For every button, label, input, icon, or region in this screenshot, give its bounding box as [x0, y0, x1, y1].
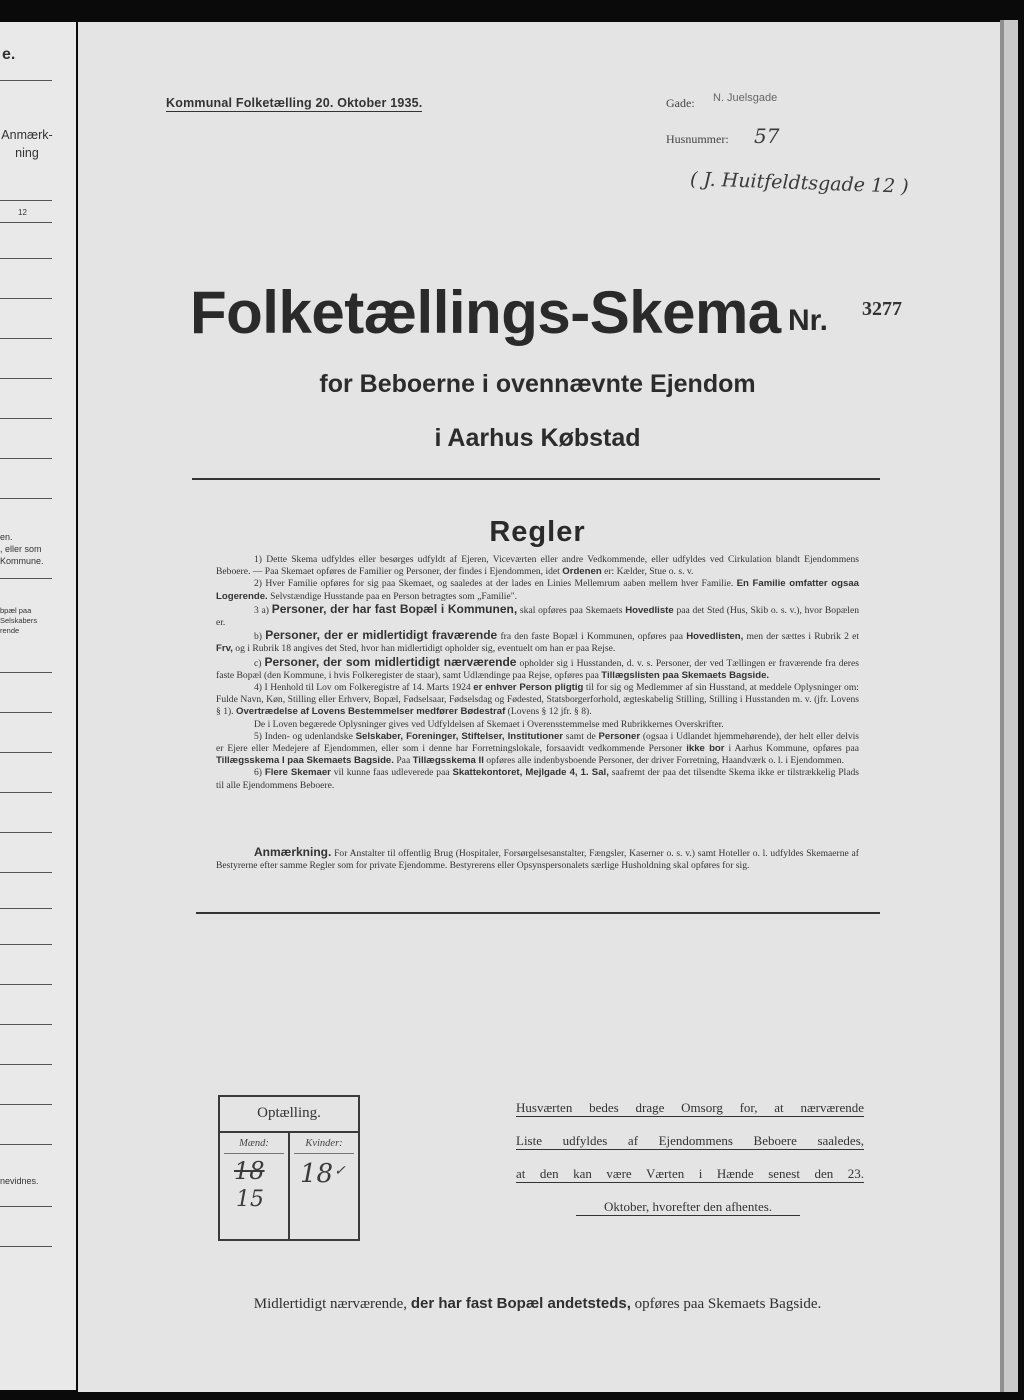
divider [0, 984, 52, 985]
rule-1: 1) Dette Skema udfyldes eller besørges udfyldt af Ejeren, Viceværten eller andre Vedkommende, eller udfyldes ved Cirkulation blandt Ejendommens Beboere. — Paa Skemaet opføres de Familier og Personer, der findes i Ejendommen, idet Ordenen er: Kælder, Stue o. s. v. [216, 554, 859, 578]
left-page-strip [0, 22, 76, 1390]
divider [294, 1153, 354, 1154]
rule-2: 2) Hver Familie opføres for sig paa Skemaet, og saaledes at der lades en Linies Mellemrum aaben mellem hver Familie. En Familie omfatter ogsaa Logerende. Selvstændige Husstande paa en Person betragtes som „Familie". [216, 578, 860, 602]
husnummer-label: Husnummer: [666, 132, 729, 146]
left-note-b-3: rende [0, 626, 20, 635]
host-notice-line-1: Husværten bedes drage Omsorg for, at nærværende [516, 1100, 864, 1115]
divider [0, 418, 52, 419]
divider [0, 752, 52, 753]
rule-5: 5) Inden- og udenlandske Selskaber, Foreninger, Stiftelser, Institutioner samt de Personer (ogsaa i Udlandet hjemmehørende), der helt eller delvis er Ejere eller Medejere af Ejendommen, eller som i denne har Forretningslokale, forsaavidt vedkommende Personer ikke bor i Aarhus Kommune, opføres paa Tillægsskema I paa Skemaets Bagside. Paa Tillægsskema II opføres alle indenbysboende Personer, der driver Forretning, Haandværk o. l. i Ejendommen. [216, 730, 860, 767]
divider [0, 80, 52, 81]
host-notice-line-4: Oktober, hvorefter den afhentes. [576, 1199, 800, 1216]
divider [0, 458, 52, 459]
count-box [218, 1095, 360, 1241]
maend-crossed-value: 18 [234, 1157, 265, 1185]
gade-label: Gade: [666, 96, 695, 110]
left-note-c: nevidnes. [0, 1176, 39, 1186]
kvinder-label: Kvinder: [305, 1138, 343, 1149]
left-page-letter: e. [2, 46, 16, 63]
rules-body [216, 554, 859, 792]
divider [0, 1024, 52, 1025]
divider [0, 872, 52, 873]
divider [0, 498, 52, 499]
form-number: 3277 [862, 298, 902, 320]
left-note-a-1: en. [0, 532, 13, 542]
divider [0, 832, 52, 833]
divider [0, 338, 52, 339]
rule-3b: b) Personer, der er midlertidigt fraværende fra den faste Bopæl i Kommunen, opføres paa Hovedlisten, men der sættes i Rubrik 2 et Frv, og i Rubrik 18 angives det Sted, hvor han midlertidigt opholder sig, eventuelt om han er paa Rejse. [216, 628, 860, 655]
host-notice-line-2: Liste udfyldes af Ejendommens Beboere saaledes, [516, 1133, 864, 1148]
maend-value: 15 [236, 1187, 264, 1212]
host-notice-line-3: at den kan være Værten i Hænde senest den 23. [516, 1166, 864, 1181]
divider [0, 222, 52, 223]
left-header-line1: Anmærk- [1, 128, 53, 142]
left-header-line2: ning [15, 146, 39, 160]
footer-note: Midlertidigt nærværende, der har fast Bopæl andetsteds, opføres paa Skemaets Bagside. [253, 1295, 822, 1312]
count-box-title: Optælling. [257, 1105, 321, 1121]
rule-6: 6) Flere Skemaer vil kunne faas udleverede paa Skattekontoret, Mejlgade 4, 1. Sal, saafremt der paa det tilsendte Skema ikke er tilstrækkelig Plads til alle Ejendommens Beboere. [216, 767, 860, 791]
divider [0, 1064, 52, 1065]
host-notice [516, 1100, 864, 1232]
divider [196, 912, 880, 914]
divider [0, 578, 52, 579]
divider [0, 672, 52, 673]
gade-value: N. Juelsgade [713, 92, 778, 104]
maend-label: Mænd: [239, 1138, 269, 1149]
husnummer-value: 57 [754, 124, 780, 148]
remark-section [216, 846, 859, 872]
divider [0, 944, 52, 945]
left-note-b-1: bpæl paa [0, 606, 32, 615]
divider [0, 792, 52, 793]
divider [0, 712, 52, 713]
remark-text: For Anstalter til offentlig Brug (Hospitaler, Forsørgelsesanstalter, Fængsler, Kaserner o. s. v.) samt Hoteller o. l. udfyldes Skemaerne af Bestyrerne efter samme Regler som for private Ejendomme. Bestyrerens eller Opsynspersonalets særlige Husholdning skal opføres for sig. [216, 848, 859, 872]
divider [0, 1206, 52, 1207]
divider [0, 258, 52, 259]
rule-4: 4) I Henhold til Lov om Folkeregistre af 14. Marts 1924 er enhver Person pligtig til for sig og Medlemmer af sin Husstand, at meddele Oplysninger om: Fulde Navn, Køn, Stilling eller Erhverv, Bopæl, Fødselsaar, Fødselsdag og Fødested, Statsborgerforhold, ægteskabelig Stilling, Stilling i Husstanden m. v. (jfr. Lovens § 1). Overtrædelse af Lovens Bestemmelser medfører Bødestraf (Lovens § 12 jfr. § 8). [216, 682, 859, 718]
rule-3c: c) Personer, der som midlertidigt nærværende opholder sig i Husstanden, d. v. s. Personer, der ved Tællingen er fraværende fra deres faste Bopæl (den Kommune, i hvis Folkeregister de staar), samt Udlændinge paa Rejse, opføres paa Tillægslisten paa Skemaets Bagside. [216, 654, 859, 681]
form-nr-label: Nr. [788, 304, 829, 337]
rule-3a: 3 a) Personer, der har fast Bopæl i Kommunen, skal opføres paa Skemaets Hovedliste paa det Sted (Hus, Skib o. s. v.), hvor Bopælen er. [216, 601, 860, 629]
left-note-a-2: , eller som [0, 544, 42, 554]
kvinder-value: 18 [300, 1159, 334, 1189]
rule-4-cont: De i Loven begærede Oplysninger gives ved Udfyldelsen af Skemaet i Overensstemmelse med Rubrikkernes Overskrifter. [254, 718, 724, 730]
form-subtitle-2: i Aarhus Købstad [434, 424, 641, 452]
divider [0, 1104, 52, 1105]
check-mark-icon: ✓ [334, 1163, 346, 1179]
rules-heading: Regler [489, 516, 586, 548]
divider [0, 200, 52, 201]
divider [192, 478, 880, 480]
form-subtitle-1: for Beboerne i ovennævnte Ejendom [319, 370, 756, 398]
divider [224, 1153, 284, 1154]
form-title: Folketællings-Skema [190, 279, 781, 346]
left-note-a-3: Kommune. [0, 556, 44, 566]
remark-heading: Anmærkning. [254, 845, 332, 859]
divider [0, 298, 52, 299]
divider [0, 1144, 52, 1145]
handwritten-address-note: ( J. Huitfeldtsgade 12 ) [689, 168, 909, 198]
census-header-title: Kommunal Folketælling 20. Oktober 1935. [166, 96, 423, 110]
page-edge [1004, 20, 1018, 1392]
left-note-b-2: Selskabers [0, 616, 38, 625]
divider [0, 1246, 52, 1247]
left-col-number: 12 [18, 208, 27, 217]
divider [0, 908, 52, 909]
